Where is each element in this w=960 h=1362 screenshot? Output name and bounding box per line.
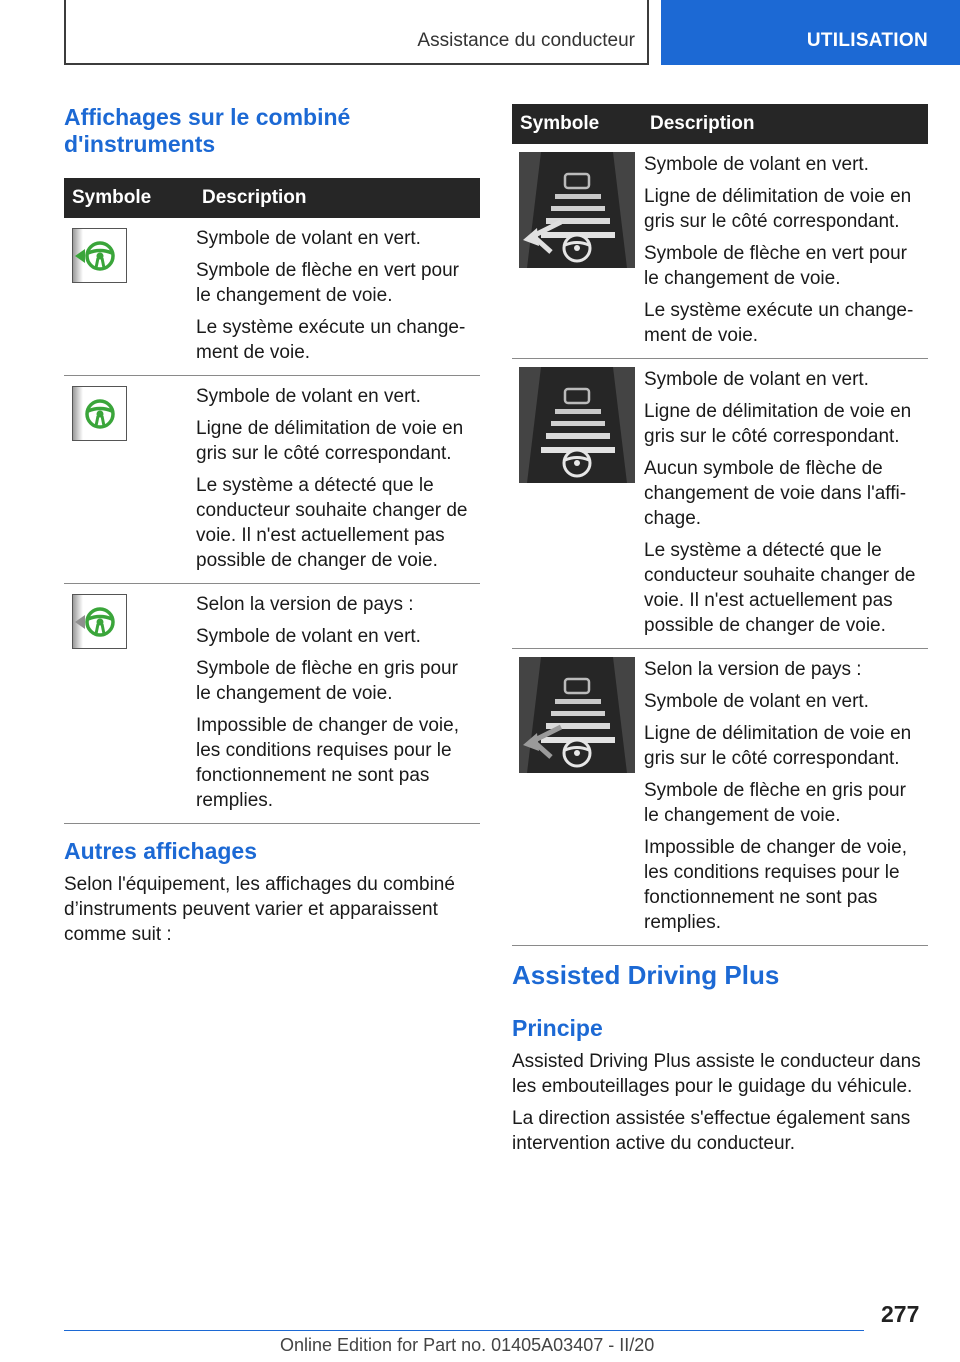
table-row xyxy=(64,376,480,584)
col-header-description: Description xyxy=(636,104,928,144)
col-header-symbol: Symbole xyxy=(512,104,636,144)
other-displays-text: Selon l'équipement, les affichages du combiné d’instruments peuvent varier et apparaissent comme suit : xyxy=(64,874,455,945)
principle-paragraph-1: Assisted Driving Plus assiste le conducteur dans les embouteillages pour le guidage du véhicule. xyxy=(512,1051,921,1097)
table-row xyxy=(64,584,480,824)
description-line: Le système a détecté que le conducteur souhaite changer de voie. Il n'est actuellement pas possible de changer de voie. xyxy=(644,540,916,636)
table-row xyxy=(512,144,928,359)
steering-wheel-green-arrow-icon xyxy=(72,228,127,283)
description-line: Symbole de volant en vert. xyxy=(644,369,869,390)
lane-display-no-arrow-icon xyxy=(519,367,635,483)
table-row xyxy=(64,218,480,376)
main-heading-assisted-driving-plus: Assisted Driving Plus xyxy=(512,960,780,990)
description-line: Symbole de volant en vert. xyxy=(196,228,421,249)
description-line: Le système a détecté que le conducteur souhaite changer de voie. Il n'est actuellement pas possible de changer de voie. xyxy=(196,475,468,571)
table-row xyxy=(512,359,928,649)
header-section-box xyxy=(64,0,649,65)
description-line: Ligne de délimitation de voie en gris sur le côté correspondant. xyxy=(644,723,912,769)
table-header-row xyxy=(64,178,480,218)
description-line: Le système exécute un changement de voie. xyxy=(196,317,466,363)
description-line: Impossible de changer de voie, les conditions requises pour le fonctionnement ne sont pas remplies. xyxy=(196,715,459,811)
description-line: Aucun symbole de flèche de changement de voie dans l'affichage. xyxy=(644,458,907,529)
steering-wheel-green-grey-arrow-icon xyxy=(72,594,127,649)
lane-change-arrow-display-icon xyxy=(519,152,635,268)
description-line: Ligne de délimitation de voie en gris sur le côté correspondant. xyxy=(196,418,464,464)
principle-paragraph-2: La direction assistée s'effectue également sans intervention active du conducteur. xyxy=(512,1108,911,1154)
section-heading-other-displays: Autres affichages xyxy=(64,838,258,864)
symbol-table-right xyxy=(512,104,928,946)
page-number: 277 xyxy=(881,1301,920,1327)
symbol-table-left xyxy=(64,178,480,824)
description-line: Ligne de délimitation de voie en gris sur le côté correspondant. xyxy=(644,401,912,447)
description-line: Symbole de flèche en gris pour le changement de voie. xyxy=(196,658,458,704)
header-chapter-box xyxy=(661,0,960,65)
description-line: Ligne de délimitation de voie en gris sur le côté correspondant. xyxy=(644,186,912,232)
subheading-principle: Principe xyxy=(512,1015,603,1041)
section-heading-displays: Affichages sur le combiné d'instruments xyxy=(64,104,351,157)
description-line: Symbole de volant en vert. xyxy=(644,154,869,175)
col-header-symbol: Symbole xyxy=(64,178,188,218)
lane-change-grey-arrow-display-icon xyxy=(519,657,635,773)
description-line: Symbole de flèche en vert pour le changement de voie. xyxy=(644,243,907,289)
description-line: Symbole de volant en vert. xyxy=(196,386,421,407)
description-line: Symbole de volant en vert. xyxy=(644,691,869,712)
description-line: Impossible de changer de voie, les conditions requises pour le fonctionnement ne sont pas remplies. xyxy=(644,837,907,933)
chapter-title: UTILISATION xyxy=(806,30,928,51)
description-line: Symbole de volant en vert. xyxy=(196,626,421,647)
steering-wheel-green-icon xyxy=(72,386,127,441)
table-row xyxy=(512,649,928,946)
description-line: Selon la version de pays : xyxy=(196,594,414,615)
description-line: Symbole de flèche en vert pour le changement de voie. xyxy=(196,260,459,306)
description-line: Selon la version de pays : xyxy=(644,659,862,680)
description-line: Le système exécute un changement de voie. xyxy=(644,300,914,346)
col-header-description: Description xyxy=(188,178,480,218)
description-line: Symbole de flèche en gris pour le changement de voie. xyxy=(644,780,906,826)
footer-divider xyxy=(64,1330,864,1331)
section-title: Assistance du conducteur xyxy=(417,30,635,51)
table-header-row xyxy=(512,104,928,144)
footer-edition-text: Online Edition for Part no. 01405A03407 - II/20 xyxy=(280,1335,655,1355)
